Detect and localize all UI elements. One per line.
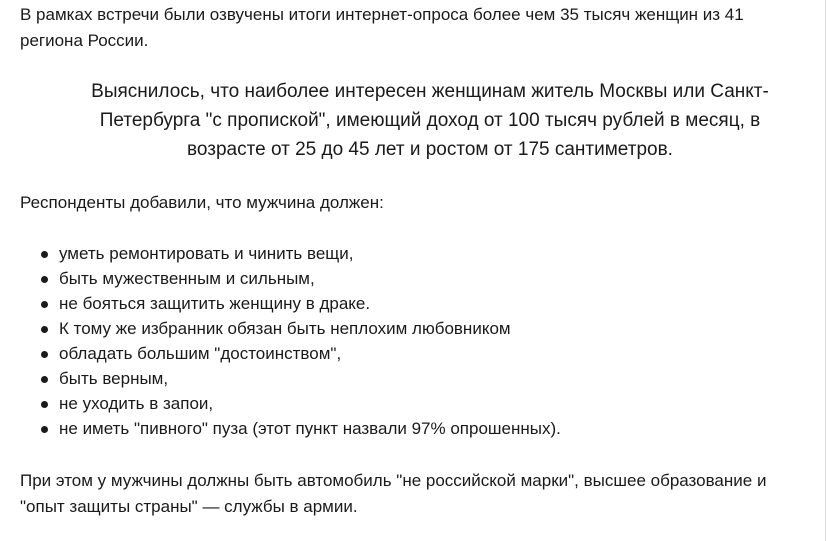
list-item-text: К тому же избранник обязан быть неплохим любовником [59, 319, 511, 338]
intro-paragraph: В рамках встречи были озвучены итоги интернет-опроса более чем 35 тысяч женщин из 41 региона России. [20, 5, 744, 50]
list-item-text: не бояться защитить женщину в драке. [59, 294, 371, 313]
list-item [20, 316, 561, 341]
highlight-quote: Выяснилось, что наиболее интересен женщинам житель Москвы или Санкт-Петербурга "с пропиской", имеющий доход от 100 тысяч рублей в месяц, в возрасте от 25 до 45 лет и ростом от 175 сантиметров. [91, 81, 769, 160]
list-item-text: быть верным, [59, 369, 169, 388]
list-item-text: не уходить в запои, [59, 394, 214, 413]
bullet-icon [41, 376, 48, 383]
bullet-icon [41, 301, 48, 308]
list-item-text: обладать большим "достоинством", [59, 344, 342, 363]
bullet-icon [41, 251, 48, 258]
list-item [20, 391, 561, 416]
list-item [20, 341, 561, 366]
list-item-text: не иметь "пивного" пуза (этот пункт назвали 97% опрошенных). [59, 419, 561, 438]
list-item [20, 366, 561, 391]
list-item [20, 416, 561, 441]
requirements-list [20, 241, 561, 441]
list-item-text: быть мужественным и сильным, [59, 269, 315, 288]
bullet-icon [41, 401, 48, 408]
bullet-icon [41, 351, 48, 358]
list-item [20, 291, 561, 316]
list-item [20, 241, 561, 266]
outro-paragraph: При этом у мужчины должны быть автомобиль "не российской марки", высшее образование и "опыт защиты страны" — службы в армии. [20, 471, 767, 516]
list-item [20, 266, 561, 291]
list-item-text: уметь ремонтировать и чинить вещи, [59, 244, 354, 263]
list-lead-paragraph: Респонденты добавили, что мужчина должен: [20, 193, 384, 212]
bullet-icon [41, 326, 48, 333]
bullet-icon [41, 276, 48, 283]
bullet-icon [41, 426, 48, 433]
